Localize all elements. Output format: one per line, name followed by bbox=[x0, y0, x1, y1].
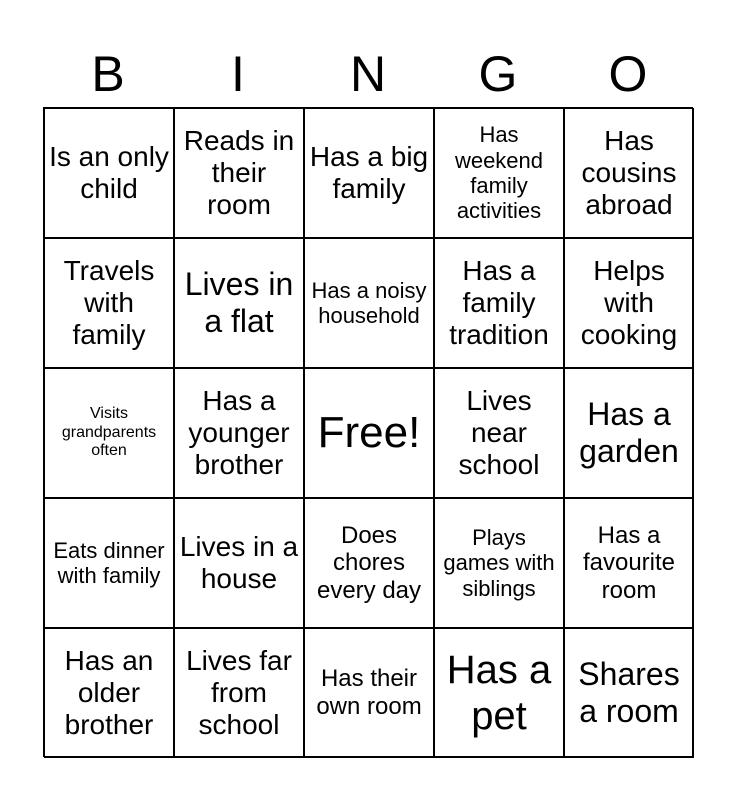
cell-text: Has a family tradition bbox=[449, 254, 549, 351]
bingo-cell[interactable] bbox=[304, 108, 434, 238]
header-letter-g: G bbox=[478, 46, 518, 102]
bingo-cell[interactable] bbox=[174, 108, 304, 238]
header-letter-n: N bbox=[349, 46, 387, 102]
bingo-cell[interactable] bbox=[174, 498, 304, 628]
cell-text: Has a garden bbox=[579, 396, 679, 469]
bingo-cell[interactable] bbox=[434, 628, 564, 758]
cell-text: Has a noisy household bbox=[311, 277, 427, 328]
bingo-cell[interactable] bbox=[564, 498, 694, 628]
bingo-cell[interactable] bbox=[564, 238, 694, 368]
bingo-cell[interactable] bbox=[174, 238, 304, 368]
bingo-cell[interactable] bbox=[44, 238, 174, 368]
bingo-grid bbox=[43, 107, 693, 757]
bingo-cell[interactable] bbox=[564, 108, 694, 238]
header-letter-i: I bbox=[231, 46, 245, 102]
bingo-cell[interactable] bbox=[434, 238, 564, 368]
cell-text: Lives far from school bbox=[186, 644, 292, 741]
cell-text: Travels with family bbox=[63, 254, 155, 351]
bingo-cell[interactable] bbox=[304, 498, 434, 628]
bingo-cell[interactable] bbox=[44, 368, 174, 498]
bingo-cell[interactable] bbox=[174, 628, 304, 758]
cell-text: Has a favourite room bbox=[582, 521, 676, 604]
cell-text: Visits grandparents often bbox=[61, 405, 157, 460]
bingo-cell-free[interactable] bbox=[304, 368, 434, 498]
bingo-cell[interactable] bbox=[44, 498, 174, 628]
cell-text: Has a pet bbox=[446, 648, 552, 738]
cell-text: Has a younger brother bbox=[188, 384, 290, 481]
bingo-cell[interactable] bbox=[44, 108, 174, 238]
bingo-cell[interactable] bbox=[434, 498, 564, 628]
bingo-cell[interactable] bbox=[304, 238, 434, 368]
cell-text: Has their own room bbox=[316, 665, 422, 720]
bingo-cell[interactable] bbox=[434, 108, 564, 238]
cell-text: Shares a room bbox=[578, 656, 680, 729]
header-letter-b: B bbox=[91, 46, 125, 102]
cell-text: Eats dinner with family bbox=[53, 537, 165, 588]
cell-text: Has an older brother bbox=[64, 644, 154, 741]
cell-text: Has weekend family activities bbox=[454, 122, 544, 224]
bingo-header bbox=[43, 40, 693, 108]
bingo-cell[interactable] bbox=[564, 368, 694, 498]
cell-text: Has a big family bbox=[309, 140, 429, 204]
cell-text: Lives near school bbox=[458, 384, 540, 481]
cell-text: Has cousins abroad bbox=[581, 124, 677, 221]
bingo-cell[interactable] bbox=[434, 368, 564, 498]
bingo-cell[interactable] bbox=[44, 628, 174, 758]
cell-text: Plays games with siblings bbox=[443, 525, 555, 601]
bingo-cell[interactable] bbox=[304, 628, 434, 758]
cell-text: Does chores every day bbox=[316, 521, 422, 604]
cell-text: Lives in a house bbox=[179, 530, 299, 594]
cell-text: Free! bbox=[317, 407, 421, 457]
header-letter-o: O bbox=[608, 46, 648, 102]
cell-text: Lives in a flat bbox=[184, 266, 294, 339]
cell-text: Is an only child bbox=[49, 140, 169, 204]
bingo-cell[interactable] bbox=[174, 368, 304, 498]
cell-text: Reads in their room bbox=[183, 124, 295, 221]
cell-text: Helps with cooking bbox=[580, 254, 678, 351]
bingo-cell[interactable] bbox=[564, 628, 694, 758]
